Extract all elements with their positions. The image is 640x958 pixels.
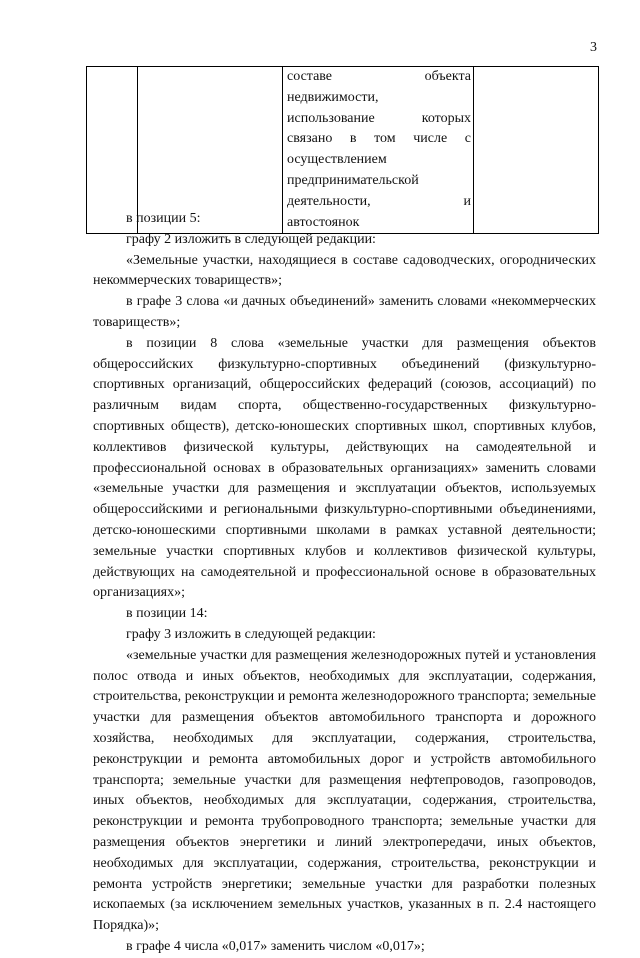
paragraph-column-3-edit: графу 3 изложить в следующей редакции: xyxy=(126,626,376,642)
paragraph-position-8: в позиции 8 слова «земельные участки для размещения объектов общероссийских физкультурно-спортивных объединений (физкультурно-спортивных организаций, общероссийских федераций (союзов, ассоциаций) по различным видам спорта, общественно-государственных физкультурно-спортивных обществ), детско-юношеских спортивных школ, спортивных клубов, коллективов физической культуры, действующих на самодеятельной и профессиональной основах в образовательных организациях» заменить словами «земельные участки для размещения и эксплуатации объектов, используемых общероссийскими и региональными физкультурно-спортивными объединениями, детско-юношескими спортивными школами в рамках уставной деятельности; земельные участки спортивных клубов и коллективов физической культуры, действующих на самодеятельной и профессиональной основе в образовательных организациях»; xyxy=(93,335,596,601)
table-cell-line: предпринимательской xyxy=(287,172,419,188)
table-cell-line: деятельности, и xyxy=(287,193,471,209)
table-cell-line: составе объекта xyxy=(287,69,471,84)
table-cell-line: связано в том числе с xyxy=(287,131,471,147)
paragraph-position-5: в позиции 5: xyxy=(126,211,201,226)
paragraph-quote-land: «Земельные участки, находящиеся в составе садоводческих, огороднических некоммерческих товариществ»; xyxy=(93,252,596,289)
page-number: 3 xyxy=(590,40,597,55)
paragraph-column-4-replace: в графе 4 числа «0,017» заменить числом «0,017»; xyxy=(126,938,425,954)
table-cell-line: недвижимости, xyxy=(287,89,379,105)
paragraph-position-14: в позиции 14: xyxy=(126,606,208,622)
table-cell-line: автостоянок xyxy=(287,214,360,230)
paragraph-quote-transport: «земельные участки для размещения железнодорожных путей и установления полос отвода и иных объектов, необходимых для эксплуатации, содержания, строительства, реконструкции и ремонта железнодорожного транспорта; земельные участки для размещения объектов автомобильного транспорта и дорожного хозяйства, необходимых для эксплуатации, содержания, строительства, реконструкции и ремонта автомобильных дорог и устройств автомобильного транспорта; земельные участки для размещения нефтепроводов, газопроводов, иных объектов, необходимых для эксплуатации, содержания, строительства, реконструкции и ремонта трубопроводного транспорта; земельные участки для размещения объектов энергетики и линий электропередачи, иных объектов, необходимых для эксплуатации, содержания, строительства, реконструкции и ремонта устройств энергетики; земельные участки для разработки полезных ископаемых (за исключением земельных участков, указанных в п. 2.4 настоящего Порядка)»; xyxy=(93,647,596,934)
table-cell-line: использование которых xyxy=(287,110,471,126)
paragraph-column-3-replace: в графе 3 слова «и дачных объединений» заменить словами «некоммерческих товариществ»; xyxy=(93,294,596,330)
paragraph-column-2-edit: графу 2 изложить в следующей редакции: xyxy=(126,231,376,247)
table-cell-line: осуществлением xyxy=(287,152,387,168)
document-body xyxy=(93,209,596,958)
